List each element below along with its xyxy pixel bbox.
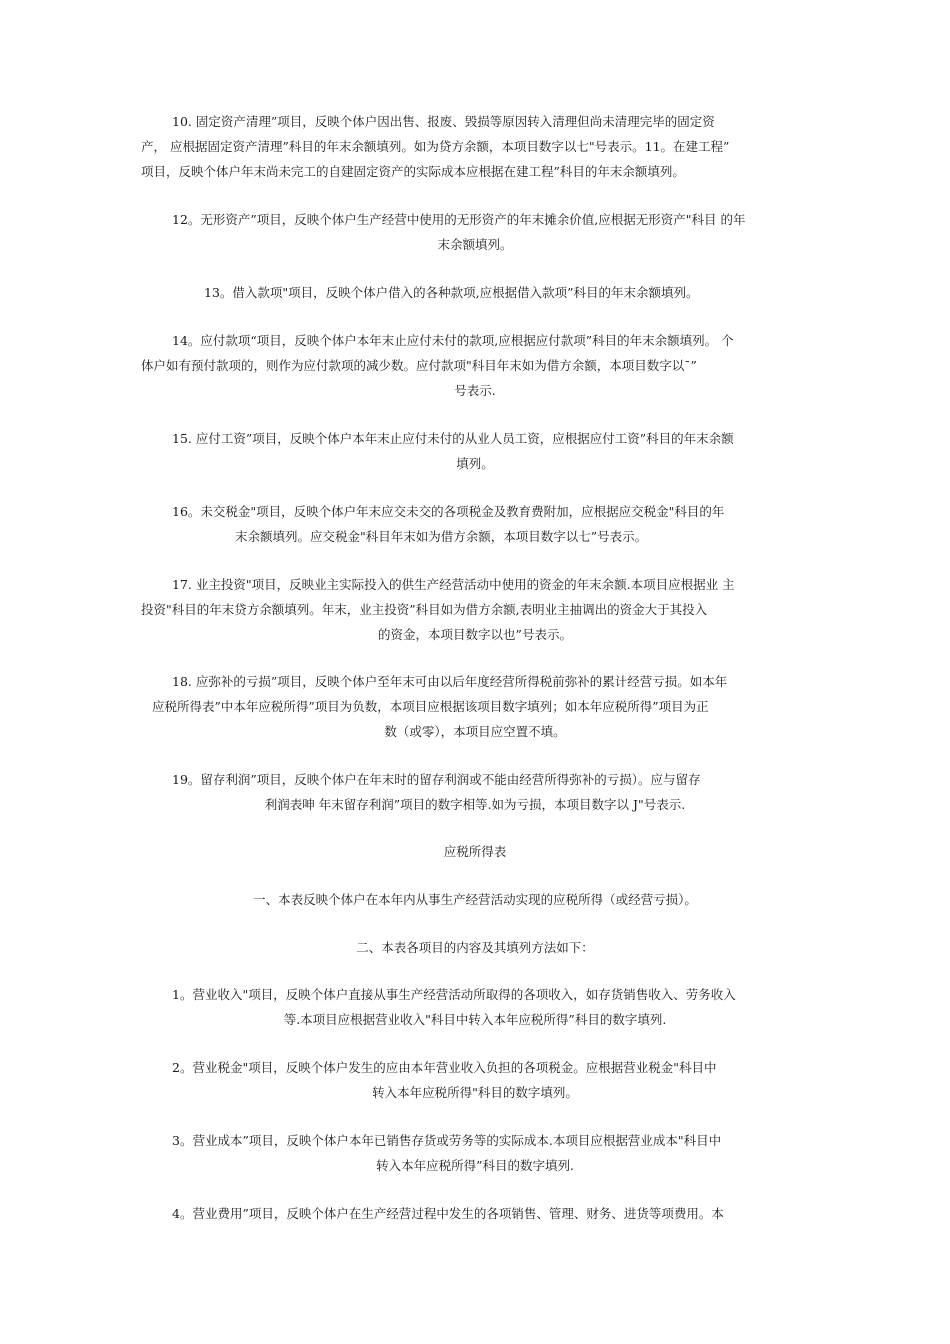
- paragraph-18-line-1: 18. 应弥补的亏损”项目，反映个体户至年末可由以后年度经营所得税前弥补的累计经营亏损。如本年: [172, 674, 728, 689]
- paragraph-15-line-2: 填列。: [456, 456, 494, 471]
- paragraph-16-line-2: 末余额填列。应交税金"科目年末如为借方余额，本项目数字以七”号表示。: [235, 529, 648, 544]
- item-3-line-1: 3。营业成本”项目，反映个体户本年已销售存货或劳务等的实际成本.本项目应根据营业成本"科目中: [172, 1133, 722, 1148]
- paragraph-17-line-3: 的资金，本项目数字以也”号表示。: [378, 627, 572, 642]
- paragraph-19-line-2: 利润表呻 年末留存利润”项目的数字相等.如为亏损，本项目数字以 J"号表示.: [264, 797, 686, 812]
- paragraph-14-line-1: 14。应付款项“项目，反映个体户本年末止应付未付的款项,应根据应付款项”科目的年末余额填列。 个: [172, 333, 734, 348]
- section-intro-1: 一、本表反映个体户在本年内从事生产经营活动实现的应税所得（或经营亏损）。: [253, 892, 697, 907]
- paragraph-12-line-1: 12。无形资产”项目，反映个体户生产经营中使用的无形资产的年末摊余价值,应根据无形资产"科目 的年: [172, 212, 746, 227]
- paragraph-10-line-1: 10. 固定资产清理”项目，反映个体户因出售、报废、毁损等原因转入清理但尚未清理完毕的固定资: [172, 114, 715, 129]
- paragraph-18-line-3: 数（或零），本项目应空置不填。: [384, 724, 566, 739]
- paragraph-17-line-2: 投资"科目的年末贷方余额填列。年末，业主投资”科目如为借方余额,表明业主抽调出的资金大于其投入: [141, 602, 708, 617]
- paragraph-14-line-2: 体户如有预付款项的，则作为应付款项的减少数。应付款项"科目年末如为借方余额，本项目数字以ˉ”: [141, 358, 697, 373]
- item-1-line-1: 1。营业收入"项目，反映个体户直接从事生产经营活动所取得的各项收入，如存货销售收入、劳务收入: [172, 987, 736, 1002]
- paragraph-18-line-2: 应税所得表”中本年应税所得”项目为负数，本项目应根据该项目数字填列；如本年应税所得”项目为正: [152, 699, 709, 714]
- paragraph-10-line-3: 项目，反映个体户年末尚未完工的自建固定资产的实际成本应根据在建工程”科目的年末余额填列。: [141, 164, 685, 179]
- paragraph-12-line-2: 末余额填列。: [437, 237, 513, 252]
- paragraph-15-line-1: 15. 应付工资”项目，反映个体户本年末止应付未付的从业人员工资，应根据应付工资”科目的年末余额: [172, 431, 734, 446]
- paragraph-19-line-1: 19。留存利润”项目，反映个体户在年末时的留存利润或不能由经营所得弥补的亏损）。应与留存: [172, 772, 701, 787]
- item-2-line-1: 2。营业税金"项目，反映个体户发生的应由本年营业收入负担的各项税金。应根据营业税金"科目中: [172, 1060, 717, 1075]
- item-1-line-2: 等.本项目应根据营业收入"科目中转入本年应税所得”科目的数字填列.: [283, 1012, 667, 1027]
- paragraph-14-line-3: 号表示.: [454, 383, 496, 398]
- item-2-line-2: 转入本年应税所得"科目的数字填列。: [372, 1085, 578, 1100]
- paragraph-16-line-1: 16。未交税金"项目，反映个体户年末应交未交的各项税金及教育费附加，应根据应交税金"科目的年: [172, 504, 725, 519]
- item-3-line-2: 转入本年应税所得”科目的数字填列.: [376, 1158, 574, 1173]
- section-title: 应税所得表: [443, 844, 507, 859]
- item-4-line-1: 4。营业费用”项目，反映个体户在生产经营过程中发生的各项销售、管理、财务、进货等项费用。本: [172, 1206, 724, 1221]
- paragraph-10-line-2: 产， 应根据固定资产清理”科目的年末余额填列。如为贷方余额，本项目数字以七"号表示。11。在建工程”: [141, 139, 730, 154]
- section-intro-2: 二、本表各项目的内容及其填列方法如下：: [356, 940, 594, 955]
- paragraph-17-line-1: 17. 业主投资"项目，反映业主实际投入的供生产经营活动中使用的资金的年末余额.本项目应根据业 主: [172, 577, 735, 592]
- paragraph-13-line-1: 13。借入款项"项目，反映个体户借入的各种款项,应根据借入款项”科目的年末余额填列。: [204, 285, 699, 300]
